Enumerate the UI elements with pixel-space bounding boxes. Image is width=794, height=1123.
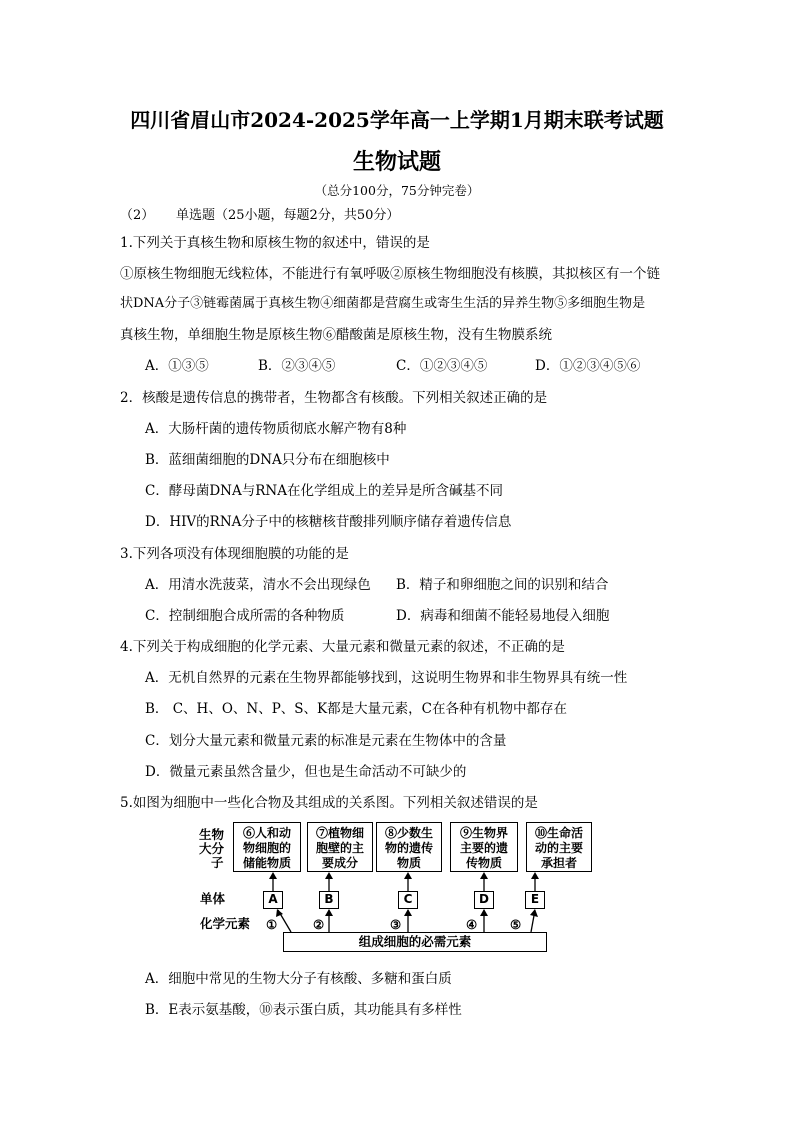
essential-elements-box: 组成细胞的必需元素 [283, 932, 547, 952]
element-number-1: ① [266, 917, 278, 932]
q4-option-a: A．无机自然界的元素在生物界都能够找到，这说明生物界和非生物界具有统一性 [145, 670, 628, 686]
monomer-b: B [319, 891, 339, 909]
q4-option-c: C．划分大量元素和微量元素的标准是元素在生物体中的含量 [145, 733, 507, 749]
q1-body-line-2: 状DNA分子③链霉菌属于真核生物④细菌都是营腐生或寄生生活的异养生物⑤多细胞生物是 [120, 296, 646, 311]
q1-stem: 1.下列关于真核生物和原核生物的叙述中，错误的是 [120, 235, 430, 251]
q2-option-d: D．HIV的RNA分子中的核糖核苷酸排列顺序储存着遗传信息 [145, 514, 512, 530]
macromolecule-box-8: ⑧少数生 物的遗传 物质 [376, 822, 442, 872]
q2-option-c: C．酵母菌DNA与RNA在化学组成上的差异是所含碱基不同 [145, 483, 503, 499]
section-title: 单选题（25小题，每题2分，共50分） [176, 208, 400, 223]
row-label-elements: 化学元素 [200, 916, 251, 931]
q3-option-b: B．精子和卵细胞之间的识别和结合 [396, 577, 609, 593]
element-number-5: ⑤ [510, 917, 522, 932]
compound-relationship-diagram [196, 818, 596, 956]
q1-option-c: C．①②③④⑤ [396, 358, 488, 374]
q5-stem: 5.如图为细胞中一些化合物及其组成的关系图。下列相关叙述错误的是 [120, 795, 538, 811]
q1-body-line-1: ①原核生物细胞无线粒体，不能进行有氧呼吸②原核生物细胞没有核膜，其拟核区有一个链 [120, 266, 660, 282]
row-label-macromolecule: 生物 大分 子 [199, 827, 225, 870]
q4-option-b: B． C、H、O、N、P、S、K都是大量元素，C在各种有机物中都存在 [145, 701, 567, 717]
q1-option-d: D．①②③④⑤⑥ [535, 358, 641, 374]
macromolecule-box-9: ⑨生物界 主要的遗 传物质 [450, 822, 518, 872]
q1-option-a: A．①③⑤ [145, 358, 209, 374]
q5-option-b: B．E表示氨基酸，⑩表示蛋白质，其功能具有多样性 [145, 1002, 462, 1018]
monomer-e: E [525, 891, 545, 909]
section-label: （2） [120, 208, 155, 223]
monomer-a: A [263, 891, 283, 909]
subject-title: 生物试题 [352, 149, 441, 175]
q3-option-c: C．控制细胞合成所需的各种物质 [145, 608, 345, 624]
q4-stem: 4.下列关于构成细胞的化学元素、大量元素和微量元素的叙述，不正确的是 [120, 639, 565, 655]
macromolecule-box-7: ⑦植物细 胞壁的主 要成分 [307, 822, 373, 872]
element-number-2: ② [313, 917, 325, 932]
q4-option-d: D．微量元素虽然含量少，但也是生命活动不可缺少的 [145, 764, 467, 780]
element-number-4: ④ [466, 917, 478, 932]
q1-body-line-3: 真核生物，单细胞生物是原核生物⑥醋酸菌是原核生物，没有生物膜系统 [120, 327, 552, 343]
q2-option-b: B．蓝细菌细胞的DNA只分布在细胞核中 [145, 452, 390, 468]
monomer-d: D [474, 891, 494, 909]
element-number-3: ③ [390, 917, 402, 932]
macromolecule-box-6: ⑥人和动 物细胞的 储能物质 [233, 822, 301, 872]
q2-stem: 2．核酸是遗传信息的携带者，生物都含有核酸。下列相关叙述正确的是 [120, 390, 548, 406]
q3-stem: 3.下列各项没有体现细胞膜的功能的是 [120, 546, 349, 562]
q1-option-b: B．②③④⑤ [258, 358, 336, 374]
q2-option-a: A．大肠杆菌的遗传物质彻底水解产物有8种 [145, 421, 407, 437]
macromolecule-box-10: ⑩生命活 动的主要 承担者 [526, 822, 592, 872]
monomer-c: C [398, 891, 418, 909]
q3-option-a: A．用清水洗菠菜，清水不会出现绿色 [145, 577, 371, 593]
exam-note: （总分100分，75分钟完卷） [314, 183, 480, 198]
q3-option-d: D．病毒和细菌不能轻易地侵入细胞 [396, 608, 610, 624]
q5-option-a: A．细胞中常见的生物大分子有核酸、多糖和蛋白质 [145, 971, 452, 987]
row-label-monomer: 单体 [200, 891, 226, 906]
exam-title: 四川省眉山市2024-2025学年高一上学期1月期末联考试题 [130, 108, 664, 132]
